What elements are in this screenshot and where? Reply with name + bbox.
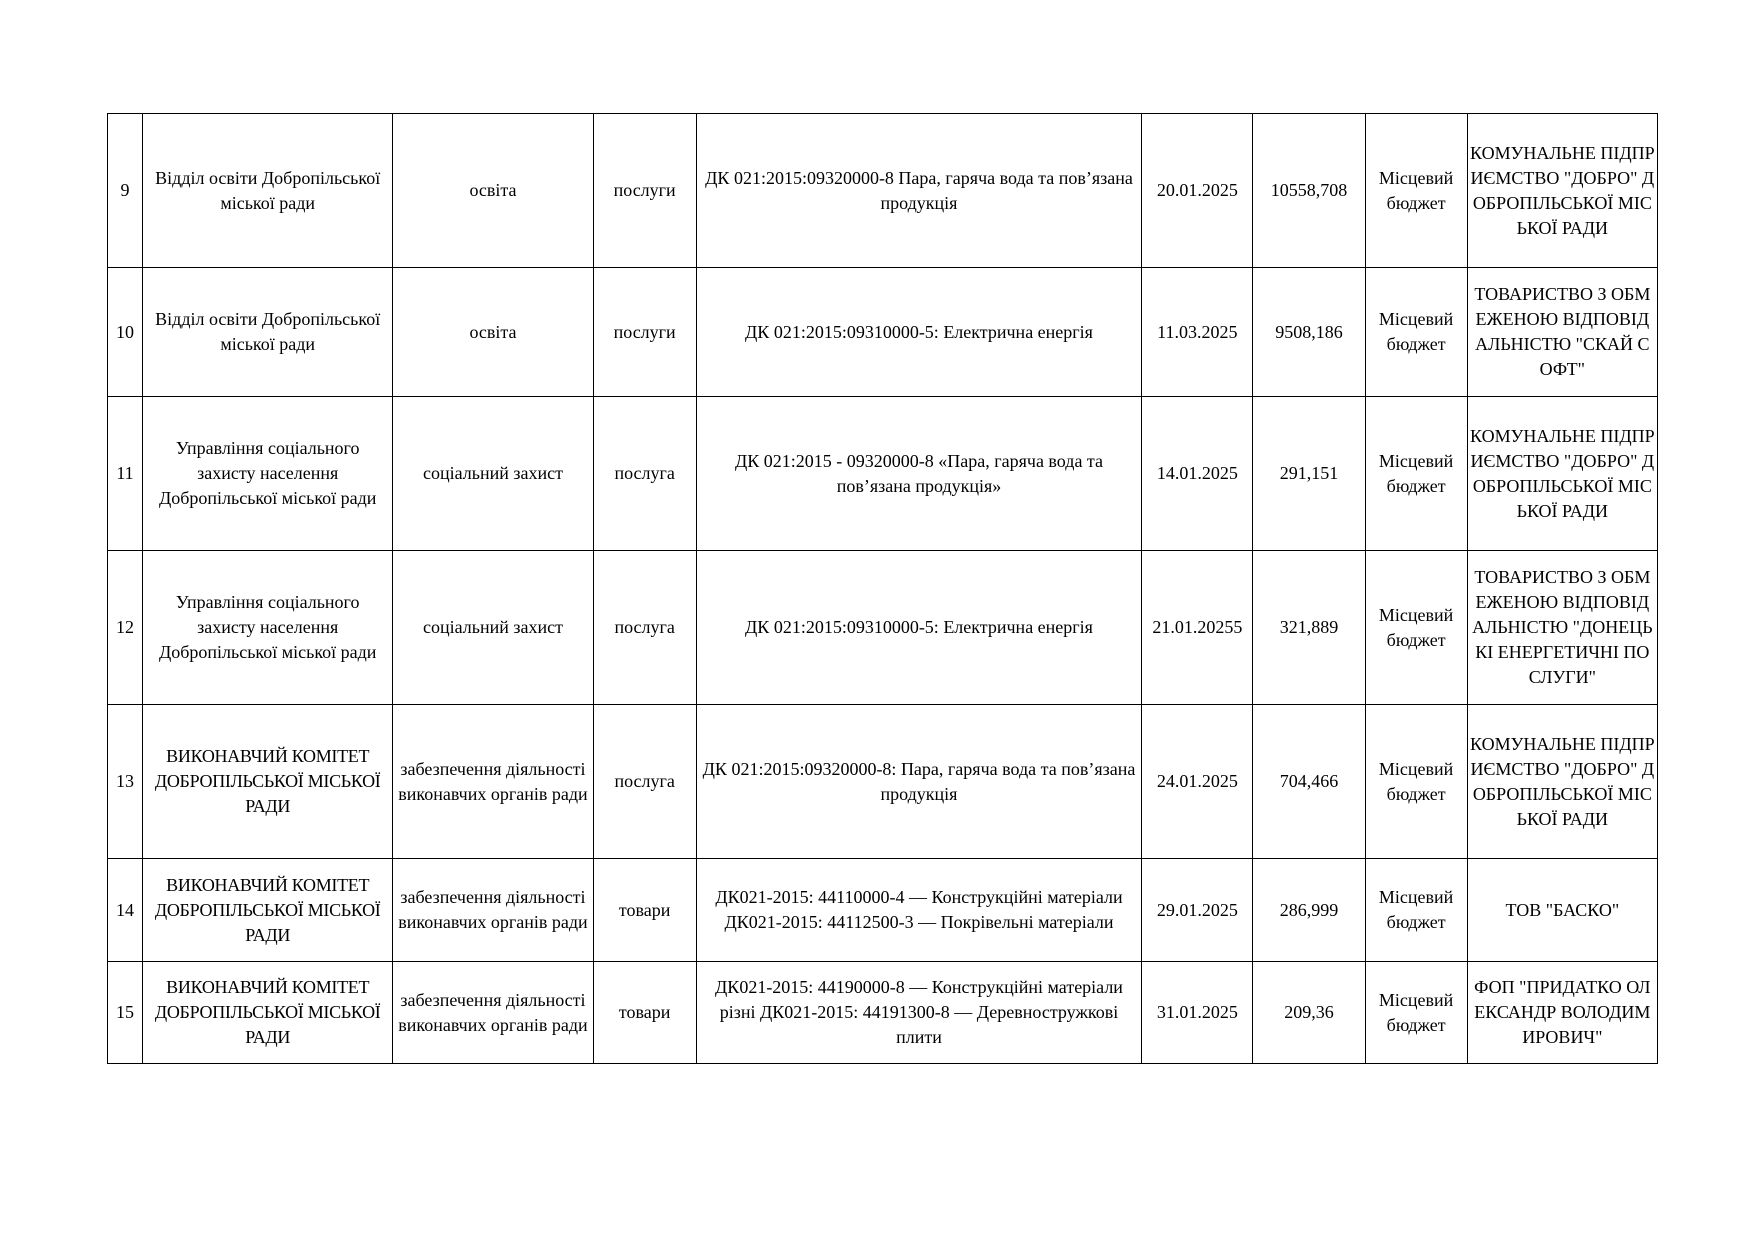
kind-cell: послуга: [593, 551, 696, 705]
amount-cell: 291,151: [1253, 397, 1365, 551]
subject-cell: ДК 021:2015 - 09320000-8 «Пара, гаряча вода та пов’язана продукція»: [696, 397, 1142, 551]
table-row: [108, 551, 1658, 705]
funding-source-cell: Місцевий бюджет: [1365, 268, 1467, 397]
table-row: [108, 114, 1658, 268]
table-row: [108, 859, 1658, 962]
sphere-cell: освіта: [393, 114, 593, 268]
customer-cell: Відділ освіти Добропільської міської ради: [143, 114, 393, 268]
supplier-cell: ТОВАРИСТВО З ОБМЕЖЕНОЮ ВІДПОВІДАЛЬНІСТЮ "СКАЙ СОФТ": [1467, 268, 1657, 397]
amount-cell: 209,36: [1253, 962, 1365, 1064]
amount-cell: 286,999: [1253, 859, 1365, 962]
funding-source-cell: Місцевий бюджет: [1365, 397, 1467, 551]
subject-cell: ДК021-2015: 44190000-8 — Конструкційні матеріали різні ДК021-2015: 44191300-8 — Деревностружкові плити: [696, 962, 1142, 1064]
customer-cell: Відділ освіти Добропільської міської ради: [143, 268, 393, 397]
funding-source-cell: Місцевий бюджет: [1365, 551, 1467, 705]
sphere-cell: забезпечення діяльності виконавчих органів ради: [393, 859, 593, 962]
date-cell: 20.01.2025: [1142, 114, 1253, 268]
supplier-cell: ТОВАРИСТВО З ОБМЕЖЕНОЮ ВІДПОВІДАЛЬНІСТЮ "ДОНЕЦЬКІ ЕНЕРГЕТИЧНІ ПОСЛУГИ": [1467, 551, 1657, 705]
customer-cell: ВИКОНАВЧИЙ КОМІТЕТ ДОБРОПІЛЬСЬКОЇ МІСЬКОЇ РАДИ: [143, 705, 393, 859]
date-cell: 29.01.2025: [1142, 859, 1253, 962]
sphere-cell: забезпечення діяльності виконавчих органів ради: [393, 705, 593, 859]
supplier-cell: КОМУНАЛЬНЕ ПІДПРИЄМСТВО "ДОБРО" ДОБРОПІЛЬСЬКОЇ МІСЬКОЇ РАДИ: [1467, 397, 1657, 551]
funding-source-cell: Місцевий бюджет: [1365, 114, 1467, 268]
sphere-cell: забезпечення діяльності виконавчих органів ради: [393, 962, 593, 1064]
table-row: [108, 705, 1658, 859]
row-number: 10: [108, 268, 143, 397]
row-number: 11: [108, 397, 143, 551]
funding-source-cell: Місцевий бюджет: [1365, 859, 1467, 962]
funding-source-cell: Місцевий бюджет: [1365, 705, 1467, 859]
customer-cell: ВИКОНАВЧИЙ КОМІТЕТ ДОБРОПІЛЬСЬКОЇ МІСЬКОЇ РАДИ: [143, 859, 393, 962]
table-row: [108, 962, 1658, 1064]
row-number: 13: [108, 705, 143, 859]
sphere-cell: соціальний захист: [393, 551, 593, 705]
date-cell: 14.01.2025: [1142, 397, 1253, 551]
supplier-cell: ТОВ "БАСКО": [1467, 859, 1657, 962]
supplier-cell: КОМУНАЛЬНЕ ПІДПРИЄМСТВО "ДОБРО" ДОБРОПІЛЬСЬКОЇ МІСЬКОЇ РАДИ: [1467, 114, 1657, 268]
row-number: 12: [108, 551, 143, 705]
amount-cell: 10558,708: [1253, 114, 1365, 268]
subject-cell: ДК 021:2015:09310000-5: Електрична енергія: [696, 551, 1142, 705]
kind-cell: послуга: [593, 397, 696, 551]
date-cell: 24.01.2025: [1142, 705, 1253, 859]
date-cell: 11.03.2025: [1142, 268, 1253, 397]
row-number: 14: [108, 859, 143, 962]
customer-cell: ВИКОНАВЧИЙ КОМІТЕТ ДОБРОПІЛЬСЬКОЇ МІСЬКОЇ РАДИ: [143, 962, 393, 1064]
kind-cell: послуга: [593, 705, 696, 859]
procurement-table: [107, 113, 1658, 1064]
subject-cell: ДК 021:2015:09310000-5: Електрична енергія: [696, 268, 1142, 397]
row-number: 9: [108, 114, 143, 268]
amount-cell: 9508,186: [1253, 268, 1365, 397]
amount-cell: 704,466: [1253, 705, 1365, 859]
subject-cell: ДК021-2015: 44110000-4 — Конструкційні матеріали ДК021-2015: 44112500-3 — Покрівельні матеріали: [696, 859, 1142, 962]
subject-cell: ДК 021:2015:09320000-8: Пара, гаряча вода та пов’язана продукція: [696, 705, 1142, 859]
customer-cell: Управління соціального захисту населення Добропільської міської ради: [143, 551, 393, 705]
table-row: [108, 268, 1658, 397]
date-cell: 21.01.20255: [1142, 551, 1253, 705]
kind-cell: товари: [593, 962, 696, 1064]
sphere-cell: соціальний захист: [393, 397, 593, 551]
customer-cell: Управління соціального захисту населення Добропільської міської ради: [143, 397, 393, 551]
funding-source-cell: Місцевий бюджет: [1365, 962, 1467, 1064]
kind-cell: товари: [593, 859, 696, 962]
amount-cell: 321,889: [1253, 551, 1365, 705]
kind-cell: послуги: [593, 114, 696, 268]
supplier-cell: ФОП "ПРИДАТКО ОЛЕКСАНДР ВОЛОДИМИРОВИЧ": [1467, 962, 1657, 1064]
subject-cell: ДК 021:2015:09320000-8 Пара, гаряча вода та пов’язана продукція: [696, 114, 1142, 268]
date-cell: 31.01.2025: [1142, 962, 1253, 1064]
kind-cell: послуги: [593, 268, 696, 397]
supplier-cell: КОМУНАЛЬНЕ ПІДПРИЄМСТВО "ДОБРО" ДОБРОПІЛЬСЬКОЇ МІСЬКОЇ РАДИ: [1467, 705, 1657, 859]
table-row: [108, 397, 1658, 551]
row-number: 15: [108, 962, 143, 1064]
sphere-cell: освіта: [393, 268, 593, 397]
